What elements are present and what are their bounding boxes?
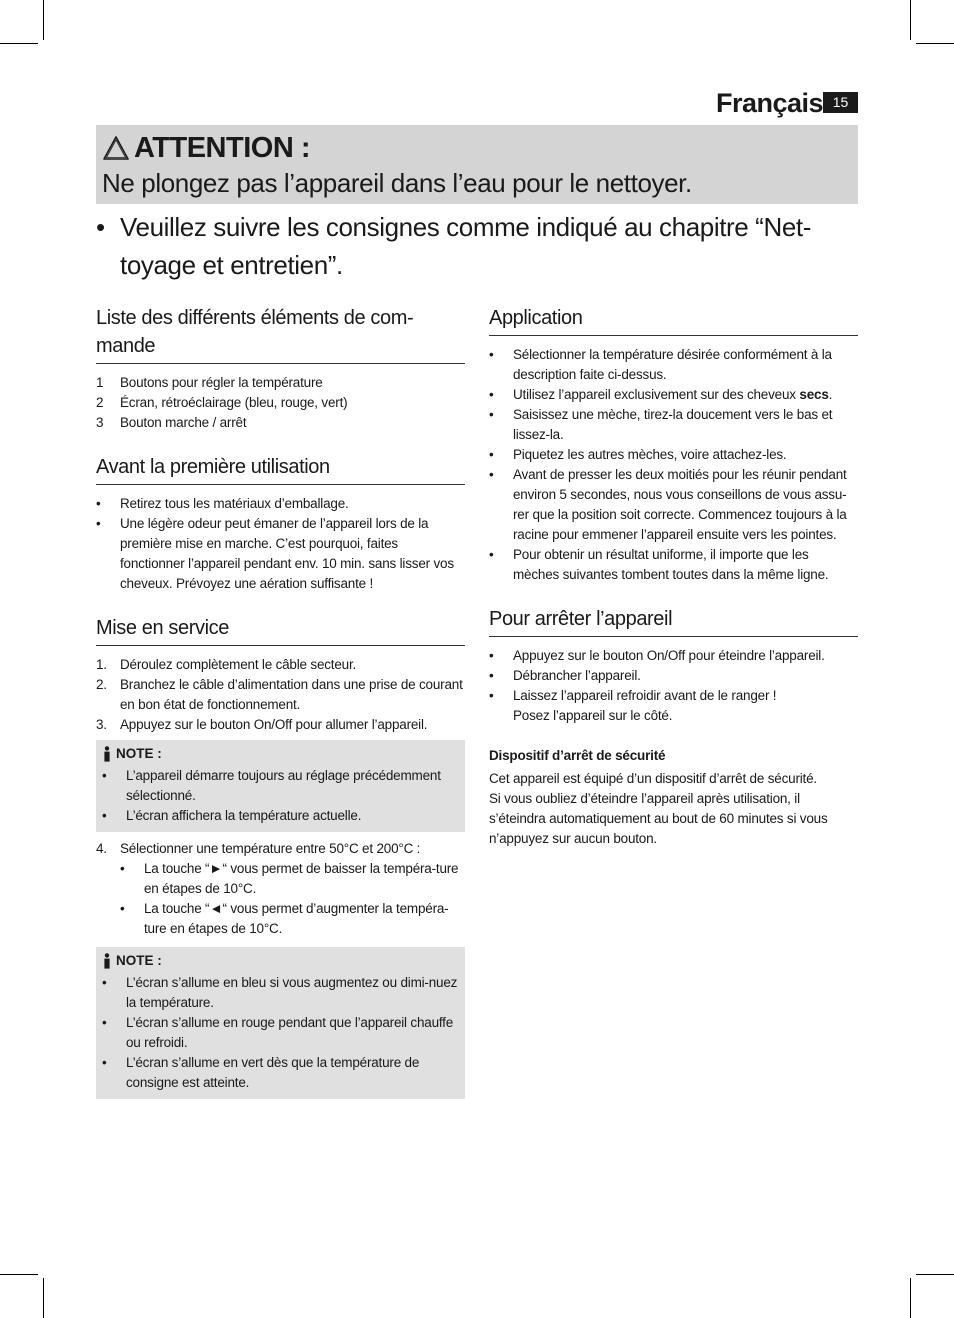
item-number: 2: [96, 395, 104, 410]
note-header: [102, 745, 465, 763]
bullet-mark: •: [489, 547, 494, 562]
list-item: [120, 899, 465, 939]
before-first-use-heading: Avant la première utilisation: [96, 453, 465, 485]
item-text: .: [828, 387, 833, 402]
crop-mark: [910, 1278, 911, 1318]
crop-mark: [916, 43, 954, 44]
list-item: [489, 345, 858, 385]
controls-heading: [96, 304, 465, 364]
item-text: Une légère odeur peut émaner de l’appareil lors de la première mise en marche. C’est pourquoi, faites fonctionner l’appareil pendant env. 10 min. sans lisser vos cheveux. Prévoyez une aération suffisante !: [120, 516, 454, 591]
note-box: [96, 740, 465, 832]
item-text: Sélectionner la température désirée conformément à la description faite ci-dessus.: [513, 347, 832, 382]
item-text: Sélectionner une température entre 50°C et 200°C :: [120, 841, 421, 856]
list-item: [102, 1053, 465, 1093]
crop-mark: [43, 0, 44, 40]
attention-banner: [96, 125, 858, 204]
item-text: Avant de presser les deux moitiés pour les réunir pendant environ 5 secondes, nous vous conseillons de vous assu-rer que la position soit correcte. Commencez toujours à la racine pour emmener l’appareil ensuite vers les pointes.: [513, 467, 847, 542]
note-list: [102, 973, 465, 1093]
list-item: [489, 545, 858, 585]
right-column: [489, 304, 858, 869]
bullet-mark: •: [102, 768, 107, 783]
bullet-mark: •: [102, 808, 107, 823]
list-item: [96, 373, 465, 393]
attention-bullet-line2: toyage et entretien”.: [120, 250, 343, 280]
bullet-mark: •: [489, 447, 494, 462]
note-list: [102, 766, 465, 826]
controls-heading-line2: mande: [96, 335, 156, 357]
list-item: [96, 655, 465, 675]
list-item: [489, 646, 858, 666]
list-item: [489, 405, 858, 445]
crop-mark: [910, 0, 911, 40]
bullet-mark: •: [96, 212, 105, 242]
item-text: Laissez l’appareil refroidir avant de le ranger !: [513, 688, 777, 703]
list-item: [96, 514, 465, 594]
bullet-mark: •: [96, 496, 101, 511]
bullet-mark: •: [489, 648, 494, 663]
safety-text-line2: Si vous oubliez d’éteindre l’appareil après utilisation, il s’éteindra automatiquement au bout de 60 minutes si vous n’appuyez sur aucun bouton.: [489, 791, 828, 846]
note-box: [96, 947, 465, 1099]
before-first-use-list: [96, 494, 465, 594]
bullet-mark: •: [120, 861, 125, 876]
attention-bullet-line1: Veuillez suivre les consignes comme indiqué au chapitre “Net-: [120, 212, 811, 242]
list-item: [120, 859, 465, 899]
item-text: Appuyez sur le bouton On/Off pour éteindre l’appareil.: [513, 648, 825, 663]
stop-section: [489, 605, 858, 849]
stop-heading: Pour arrêter l’appareil: [489, 605, 858, 637]
list-item: [102, 1013, 465, 1053]
item-text: Bouton marche / arrêt: [120, 415, 247, 430]
left-column: [96, 304, 465, 1119]
stop-list: [489, 646, 858, 726]
crop-mark: [0, 1274, 38, 1275]
bullet-mark: •: [96, 516, 101, 531]
item-number: 3: [96, 415, 104, 430]
list-item: [96, 715, 465, 735]
bullet-mark: •: [489, 347, 494, 362]
list-item: [96, 413, 465, 433]
item-text: L’écran s’allume en vert dès que la température de consigne est atteinte.: [126, 1055, 420, 1090]
list-item: [96, 494, 465, 514]
item-text: La touche “►“ vous permet de baisser la tempéra-ture en étapes de 10°C.: [144, 861, 459, 896]
startup-section: [96, 614, 465, 1099]
before-first-use-section: [96, 453, 465, 594]
bullet-mark: •: [102, 975, 107, 990]
safety-text-line1: Cet appareil est équipé d’un dispositif d’arrêt de sécurité.: [489, 771, 817, 786]
attention-title: ATTENTION :: [134, 131, 310, 164]
crop-mark: [916, 1274, 954, 1275]
warning-icon: [102, 135, 130, 161]
item-text: L’écran s’allume en bleu si vous augmentez ou dimi-nuez la température.: [126, 975, 458, 1010]
item-number: 2.: [96, 677, 107, 692]
item-text: Utilisez l’appareil exclusivement sur des cheveux: [513, 387, 800, 402]
item-number: 1.: [96, 657, 107, 672]
controls-heading-line1: Liste des différents éléments de com-: [96, 307, 414, 329]
item-text: Appuyez sur le bouton On/Off pour allumer l’appareil.: [120, 717, 428, 732]
info-icon: [102, 953, 112, 969]
startup-list: [96, 655, 465, 735]
bullet-mark: •: [489, 467, 494, 482]
temperature-sublist: [120, 859, 465, 939]
list-item: [102, 806, 465, 826]
application-heading: Application: [489, 304, 858, 336]
item-text: Déroulez complètement le câble secteur.: [120, 657, 357, 672]
attention-text: Ne plongez pas l’appareil dans l’eau pour le nettoyer.: [102, 168, 692, 198]
item-text: L’écran s’allume en rouge pendant que l’appareil chauffe ou refroidi.: [126, 1015, 454, 1050]
item-text: Branchez le câble d’alimentation dans une prise de courant en bon état de fonctionnement.: [120, 677, 463, 712]
page-number: 15: [823, 92, 858, 113]
list-item: [489, 666, 858, 686]
item-emphasis: secs: [799, 387, 829, 402]
info-icon: [102, 746, 112, 762]
bullet-mark: •: [489, 688, 494, 703]
startup-heading: Mise en service: [96, 614, 465, 646]
bullet-mark: •: [489, 407, 494, 422]
item-text: L’écran affichera la température actuelle.: [126, 808, 362, 823]
attention-bullet: [96, 208, 858, 284]
item-text: La touche “◄“ vous permet d’augmenter la tempéra-ture en étapes de 10°C.: [144, 901, 449, 936]
item-text: Posez l’appareil sur le côté.: [513, 708, 673, 723]
item-number: 1: [96, 375, 104, 390]
crop-mark: [0, 43, 38, 44]
note-label: NOTE :: [116, 746, 162, 761]
item-text: Boutons pour régler la température: [120, 375, 323, 390]
bullet-mark: •: [489, 668, 494, 683]
bullet-mark: •: [102, 1015, 107, 1030]
item-text: Retirez tous les matériaux d’emballage.: [120, 496, 349, 511]
list-item: [96, 675, 465, 715]
controls-list: [96, 373, 465, 433]
list-item: [489, 385, 858, 405]
list-item: [489, 445, 858, 465]
item-text: Pour obtenir un résultat uniforme, il importe que les mèches suivantes tombent toutes dans la même ligne.: [513, 547, 829, 582]
item-text: Débrancher l’appareil.: [513, 668, 641, 683]
controls-section: [96, 304, 465, 433]
note-label: NOTE :: [116, 953, 162, 968]
note-header: [102, 952, 465, 970]
bullet-mark: •: [102, 1055, 107, 1070]
safety-heading: Dispositif d’arrêt de sécurité: [489, 748, 666, 763]
list-item: [489, 465, 858, 545]
list-item: [102, 766, 465, 806]
application-list: [489, 345, 858, 585]
language-label: Français: [716, 88, 824, 118]
list-item: [102, 973, 465, 1013]
crop-mark: [43, 1278, 44, 1318]
bullet-mark: •: [489, 387, 494, 402]
startup-list-continued: [96, 839, 465, 859]
list-item: [96, 393, 465, 413]
item-text: Piquetez les autres mèches, voire attachez-les.: [513, 447, 787, 462]
list-item: [489, 686, 858, 726]
bullet-mark: •: [120, 901, 125, 916]
item-number: 4.: [96, 841, 107, 856]
item-number: 3.: [96, 717, 107, 732]
item-text: L’appareil démarre toujours au réglage précédemment sélectionné.: [126, 768, 441, 803]
item-text: Saisissez une mèche, tirez-la doucement vers le bas et lissez-la.: [513, 407, 833, 442]
application-section: [489, 304, 858, 585]
item-text: Écran, rétroéclairage (bleu, rouge, vert): [120, 395, 348, 410]
list-item: [96, 839, 465, 859]
